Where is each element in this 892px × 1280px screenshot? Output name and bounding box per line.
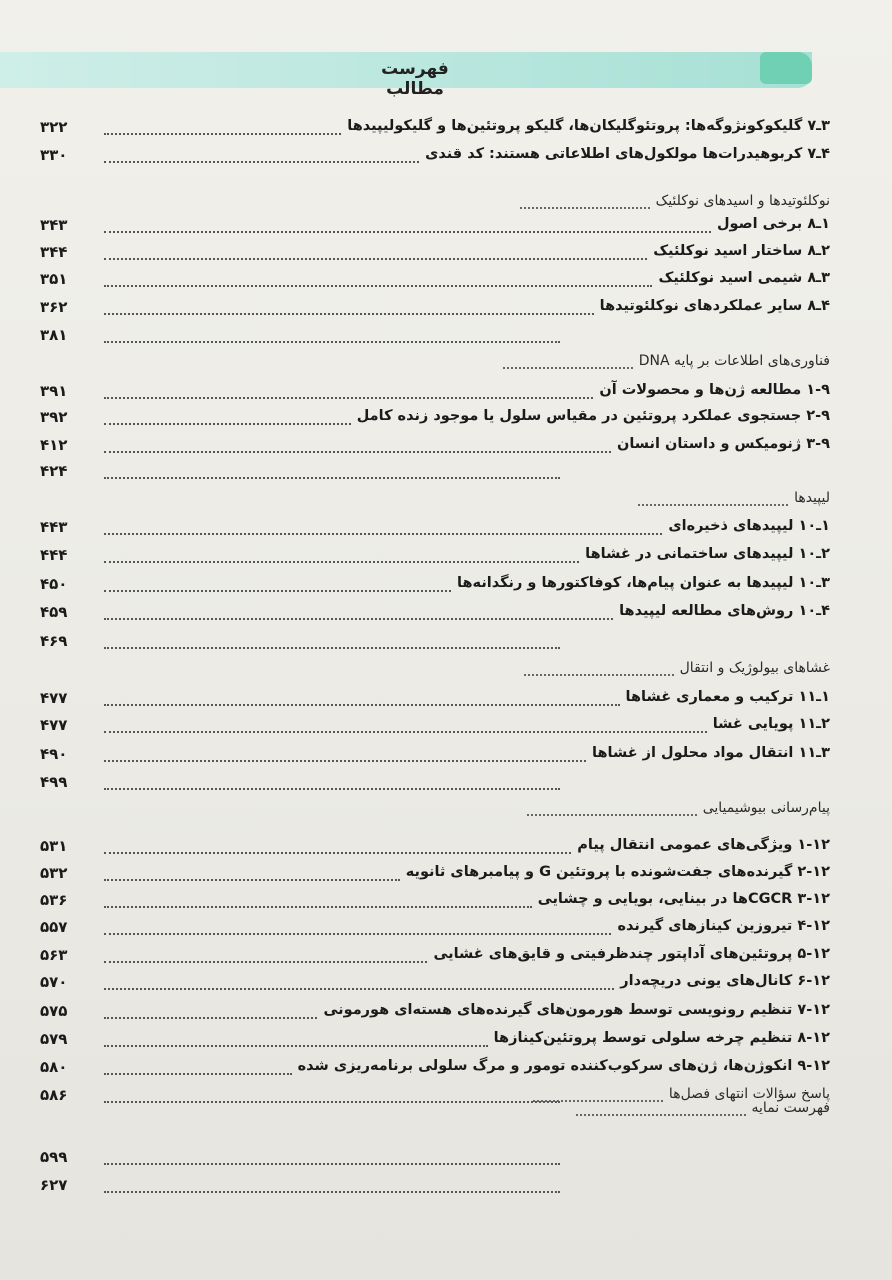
- toc-entry: [40, 270, 830, 294]
- toc-entry-title: ۱ـ۱۱ ترکیب و معماری غشاها: [625, 689, 830, 705]
- page-number: ۵۳۲: [40, 864, 68, 882]
- toc-entry: [40, 891, 830, 915]
- chapter-heading: [30, 490, 830, 512]
- page-number: ۴۷۷: [40, 716, 68, 734]
- toc-entry: [40, 946, 830, 970]
- page-number: ۵۸۶: [40, 1086, 68, 1104]
- page-number: ۳۴۴: [40, 243, 68, 261]
- leader-dots: [104, 397, 593, 399]
- page-number: ۳۹۱: [40, 382, 68, 400]
- chapter-leader-dots: [638, 504, 788, 506]
- chapter-title: پاسخ سؤالات انتهای فصل‌ها: [668, 1086, 830, 1102]
- page-number: ۴۹۹: [40, 773, 68, 791]
- page-number: ۵۶۳: [40, 946, 68, 964]
- page-number: ۴۶۹: [40, 632, 68, 650]
- toc-entry-title: ۲-۱۲ گیرنده‌های جفت‌شونده با پروتئین G و پیامبرهای ثانویه: [405, 864, 830, 880]
- chapter-leader-dots: [576, 1114, 746, 1116]
- toc-entry: [40, 118, 830, 142]
- leader-dots: [104, 1163, 560, 1165]
- leader-dots: [104, 1045, 488, 1047]
- page-number: ۵۵۷: [40, 918, 68, 936]
- chapter-leader-dots: [503, 367, 633, 369]
- chapter-leader-dots: [524, 674, 674, 676]
- chapter-heading: [30, 193, 830, 215]
- toc-entry: [40, 1030, 830, 1054]
- toc-entry-title: ۳ـ۱۰ لیپیدها به عنوان پیام‌ها، کوفاکتورها و رنگدانه‌ها: [457, 575, 830, 591]
- page-number: ۶۲۷: [40, 1176, 68, 1194]
- leader-dots: [104, 341, 560, 343]
- page-number: ۴۷۷: [40, 689, 68, 707]
- page-number: ۳۹۲: [40, 408, 68, 426]
- toc-entry-title: ۵-۱۲ پروتئین‌های آداپتور چندظرفیتی و قایق‌های غشایی: [433, 946, 830, 962]
- chapter-page-row: [40, 632, 830, 656]
- leader-dots: [104, 1191, 560, 1193]
- page-number: ۳۶۲: [40, 298, 68, 316]
- page-number: ۳۳۰: [40, 146, 68, 164]
- toc-entry-title: ۲ـ۱۱ پویایی غشا: [712, 716, 830, 732]
- toc-entry: [40, 243, 830, 267]
- page-number: ۴۹۰: [40, 745, 68, 763]
- page-number: ۵۷۹: [40, 1030, 68, 1048]
- page-number: ۴۵۰: [40, 575, 68, 593]
- toc-entry: [40, 546, 830, 570]
- chapter-heading: [30, 800, 830, 822]
- toc-entry: [40, 298, 830, 322]
- toc-entry-title: ۴ـ۸ سایر عملکردهای نوکلئوتیدها: [599, 298, 830, 314]
- toc-entry-title: ۶-۱۲ کانال‌های یونی دریچه‌دار: [620, 973, 830, 989]
- leader-dots: [104, 285, 652, 287]
- page-number: ۵۳۶: [40, 891, 68, 909]
- toc-entry-title: ۸-۱۲ تنظیم چرخه سلولی توسط پروتئین‌کینازها: [493, 1030, 830, 1046]
- toc-entry-title: ۳ـ۷ گلیکوکونژوگه‌ها: پروتئوگلیکان‌ها، گلیکو پروتئین‌ها و گلیکولیپیدها: [347, 118, 830, 134]
- chapter-heading: [30, 660, 830, 682]
- toc-entry: [40, 1002, 830, 1026]
- toc-entry-title: ۳-۹ ژنومیکس و داستان انسان: [616, 436, 830, 452]
- toc-entry-title: ۴ـ۷ کربوهیدرات‌ها مولکول‌های اطلاعاتی هستند: کد قندی: [425, 146, 830, 162]
- page-number: ۴۴۴: [40, 546, 68, 564]
- header-tab-decoration: [760, 52, 812, 84]
- page-number: ۳۴۳: [40, 216, 68, 234]
- page-number: ۳۵۱: [40, 270, 68, 288]
- leader-dots: [104, 231, 711, 233]
- leader-dots: [104, 161, 419, 163]
- leader-dots: [104, 852, 571, 854]
- chapter-title: فهرست نمایه: [751, 1100, 830, 1116]
- leader-dots: [104, 258, 647, 260]
- toc-entry: [40, 716, 830, 740]
- toc-entry-title: ۳ـ۸ شیمی اسید نوکلئیک: [658, 270, 830, 286]
- toc-entry: [40, 689, 830, 713]
- chapter-heading: [30, 353, 830, 375]
- chapter-page-row: [40, 1176, 830, 1200]
- leader-dots: [104, 879, 400, 881]
- toc-entry: [40, 745, 830, 769]
- toc-entry-title: ۳ـ۱۱ انتقال مواد محلول از غشاها: [592, 745, 830, 761]
- toc-entry-title: ۴ـ۱۰ روش‌های مطالعه لیپیدها: [619, 603, 830, 619]
- leader-dots: [104, 618, 613, 620]
- toc-entry: [40, 575, 830, 599]
- page-number: ۵۳۱: [40, 837, 68, 855]
- toc-entry: [40, 918, 830, 942]
- page-number: ۵۷۵: [40, 1002, 68, 1020]
- page-number: ۳۸۱: [40, 326, 68, 344]
- chapter-leader-dots: [520, 207, 650, 209]
- toc-entry: [40, 837, 830, 861]
- toc-entry: [40, 603, 830, 627]
- toc-entry-title: ۲ـ۱۰ لیپیدهای ساختمانی در غشاها: [585, 546, 830, 562]
- page-number: ۴۱۲: [40, 436, 68, 454]
- page-number: ۵۹۹: [40, 1148, 68, 1166]
- toc-entry-title: ۳-۱۲ CGCRها در بینایی، بویایی و چشایی: [537, 891, 830, 907]
- leader-dots: [104, 561, 579, 563]
- leader-dots: [104, 423, 351, 425]
- chapter-page-row: [40, 1148, 830, 1172]
- toc-entry: [40, 864, 830, 888]
- chapter-title: غشاهای بیولوژیک و انتقال: [679, 660, 830, 676]
- leader-dots: [104, 961, 427, 963]
- leader-dots: [104, 760, 586, 762]
- leader-dots: [104, 788, 560, 790]
- toc-entry: [40, 1058, 830, 1082]
- toc-entry: [40, 973, 830, 997]
- page-number: ۳۲۲: [40, 118, 68, 136]
- toc-entry-title: ۱ـ۱۰ لیپیدهای ذخیره‌ای: [668, 518, 830, 534]
- page-number: ۴۵۹: [40, 603, 68, 621]
- toc-entry: [40, 146, 830, 170]
- page-number: ۴۴۳: [40, 518, 68, 536]
- toc-entry: [40, 408, 830, 432]
- chapter-title: لیپیدها: [794, 490, 830, 506]
- leader-dots: [104, 590, 451, 592]
- leader-dots: [104, 647, 560, 649]
- chapter-title: فناوری‌های اطلاعات بر پایه DNA: [638, 353, 830, 369]
- toc-entry-title: ۲ـ۸ ساختار اسید نوکلئیک: [653, 243, 830, 259]
- leader-dots: [104, 133, 341, 135]
- leader-dots: [104, 731, 707, 733]
- leader-dots: [104, 933, 611, 935]
- page-number: ۵۸۰: [40, 1058, 68, 1076]
- toc-entry: [40, 518, 830, 542]
- leader-dots: [104, 1073, 292, 1075]
- leader-dots: [104, 533, 662, 535]
- chapter-title: پیام‌رسانی بیوشیمیایی: [702, 800, 830, 816]
- toc-entry-title: ۴-۱۲ تیروزین کینازهای گیرنده: [617, 918, 830, 934]
- toc-entry-title: ۱-۹ مطالعه ژن‌ها و محصولات آن: [599, 382, 830, 398]
- leader-dots: [104, 451, 611, 453]
- page-number: ۴۲۴: [40, 462, 68, 480]
- toc-entry-title: ۱-۱۲ ویژگی‌های عمومی انتقال پیام: [577, 837, 830, 853]
- chapter-page-row: [40, 773, 830, 797]
- leader-dots: [104, 477, 560, 479]
- toc-entry: [40, 436, 830, 460]
- page-title: فهرست مطالب: [381, 59, 449, 99]
- chapter-page-row: [40, 326, 830, 350]
- page-number: ۵۷۰: [40, 973, 68, 991]
- leader-dots: [104, 704, 620, 706]
- toc-entry-title: ۲-۹ جستجوی عملکرد پروتئین در مقیاس سلول یا موجود زنده کامل: [356, 408, 830, 424]
- chapter-leader-dots: [527, 814, 697, 816]
- leader-dots: [104, 988, 614, 990]
- chapter-page-row: [40, 462, 830, 486]
- leader-dots: [104, 1017, 317, 1019]
- toc-entry-title: ۹-۱۲ انکوژن‌ها، ژن‌های سرکوب‌کننده تومور و مرگ سلولی برنامه‌ریزی شده: [297, 1058, 830, 1074]
- chapter-heading: [30, 1100, 830, 1122]
- toc-entry-title: ۱ـ۸ برخی اصول: [716, 216, 830, 232]
- toc-entry: [40, 216, 830, 240]
- leader-dots: [104, 906, 532, 908]
- toc-entry-title: ۷-۱۲ تنظیم رونویسی توسط هورمون‌های گیرنده‌های هسته‌ای هورمونی: [323, 1002, 830, 1018]
- chapter-title: نوکلئوتیدها و اسیدهای نوکلئیک: [655, 193, 830, 209]
- toc-entry: [40, 382, 830, 406]
- leader-dots: [104, 313, 594, 315]
